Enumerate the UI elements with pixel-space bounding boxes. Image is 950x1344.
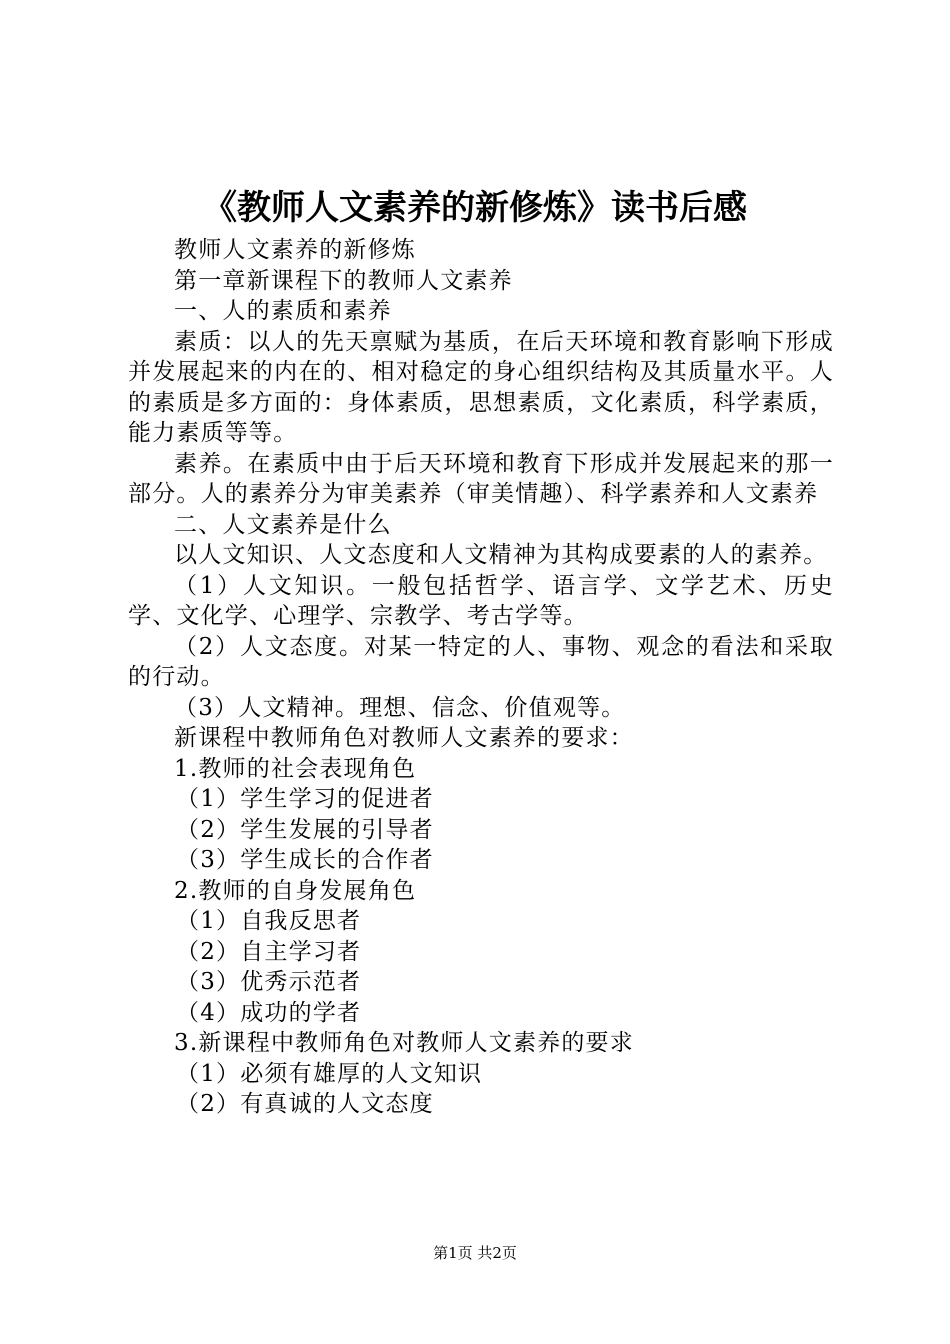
document-body	[128, 235, 834, 1120]
paragraph-suzhi-definition: 素质：以人的先天禀赋为基质，在后天环境和教育影响下形成并发展起来的内在的、相对稳定的身心组织结构及其质量水平。人的素质是多方面的：身体素质，思想素质，文化素质，科学素质，能力素质等等。	[128, 328, 834, 446]
list-item: （1）必须有雄厚的人文知识	[176, 1060, 483, 1087]
list-item: （2）有真诚的人文态度	[176, 1091, 434, 1117]
paragraph-renwen-spirit: （3）人文精神。理想、信念、价值观等。	[174, 694, 626, 721]
paragraph-renwen-knowledge: （1）人文知识。一般包括哲学、语言学、文学艺术、历史学、文化学、心理学、宗教学、考古学等。	[128, 572, 834, 629]
list-item: （1）自我反思者	[176, 908, 362, 934]
list-item: （3）优秀示范者	[176, 969, 362, 995]
list-heading-requirements: 3.新课程中教师角色对教师人文素养的要求	[174, 1030, 634, 1056]
list-item: （3）学生成长的合作者	[176, 847, 434, 873]
list-heading-social-role: 1.教师的社会表现角色	[174, 755, 417, 782]
page-number-footer: 第1页 共2页	[433, 1244, 517, 1262]
list-heading-self-development-role: 2.教师的自身发展角色	[174, 877, 417, 904]
document-title: 《教师人文素养的新修炼》读书后感	[203, 188, 747, 228]
list-item: （4）成功的学者	[176, 999, 362, 1026]
paragraph-role-requirements-heading: 新课程中教师角色对教师人文素养的要求：	[174, 725, 634, 751]
list-item: （1）学生学习的促进者	[176, 786, 434, 812]
paragraph-section-heading-1: 一、人的素质和素养	[174, 298, 392, 324]
paragraph-renwen-suyang-definition: 以人文知识、人文态度和人文精神为其构成要素的人的素养。	[174, 542, 828, 568]
list-item: （2）自主学习者	[176, 938, 362, 965]
paragraph-book-title: 教师人文素养的新修炼	[174, 237, 416, 263]
paragraph-renwen-attitude: （2）人文态度。对某一特定的人、事物、观念的看法和采取的行动。	[128, 633, 834, 690]
paragraph-suyang-definition: 素养。在素质中由于后天环境和教育下形成并发展起来的那一部分。人的素养分为审美素养（审美情趣）、科学素养和人文素养	[128, 450, 834, 507]
paragraph-chapter-heading: 第一章新课程下的教师人文素养	[174, 267, 513, 294]
paragraph-section-heading-2: 二、人文素养是什么	[174, 511, 392, 538]
list-item: （2）学生发展的引导者	[176, 816, 434, 843]
